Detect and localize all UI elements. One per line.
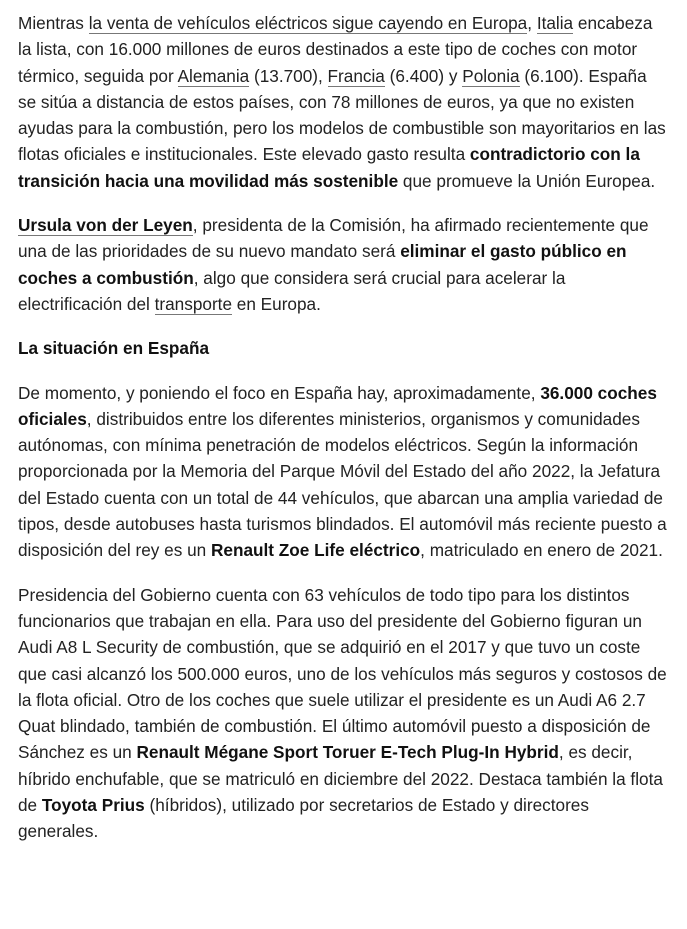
link-polonia[interactable]: Polonia — [462, 65, 520, 86]
bold-text: 36.000 coches oficiales — [18, 382, 657, 429]
text-span: encabeza la lista, con 16.000 millones de euros destinados a este tipo de coches con motor térmico, seguida por — [18, 13, 653, 86]
text-span: que promueve la Unión Europea. — [398, 170, 656, 191]
text-span: Mientras — [18, 13, 89, 33]
bold-text: Renault Mégane Sport Toruer E-Tech Plug-In Hybrid — [136, 742, 559, 763]
text-span: , — [527, 13, 537, 33]
text-span: Presidencia del Gobierno cuenta con 63 vehículos de todo tipo para los distintos funcionarios que trabajan en ella. Para uso del presidente del Gobierno figuran un Audi A8 L Security de combustión, que se adquirió en el 2017 y que tuvo un coste que casi alcanzó los 500.000 euros, uno de los vehículos más seguros y costosos de la flota oficial. Otro de los coches que suele utilizar el presidente es un Audi A6 2.7 Quat blindado, también de combustión. El último automóvil puesto a disposición de Sánchez es un — [18, 584, 667, 763]
link-italia[interactable]: Italia — [536, 13, 574, 33]
section-heading: La situación en España — [18, 338, 210, 359]
text-span: , matriculado en enero de 2021. — [420, 540, 663, 561]
bold-text: Toyota Prius — [41, 795, 145, 816]
link-alemania[interactable]: Alemania — [177, 65, 250, 86]
paragraph-ev-sales — [18, 10, 669, 194]
paragraph-presidencia-fleet — [18, 582, 669, 845]
text-span: (6.100). España se sitúa a distancia de estos países, con 78 millones de euros, ya que no existen ayudas para la combustión, pero los modelos de combustible son mayoritarios en las flotas oficiales e institucionales. Este elevado gasto resulta — [18, 65, 666, 165]
text-span: , presidenta de la Comisión, ha afirmado recientemente que una de las prioridades de su nuevo mandato será — [18, 215, 649, 262]
link-transporte[interactable]: transporte — [154, 293, 233, 314]
link-ursula-von-der-leyen[interactable]: Ursula von der Leyen — [18, 215, 193, 236]
text-span: (híbridos), utilizado por secretarios de Estado y directores generales. — [18, 795, 589, 842]
text-span: De momento, y poniendo el foco en España hay, aproximadamente, — [18, 382, 541, 403]
bold-text: contradictorio con la transición hacia una movilidad más sostenible — [18, 144, 640, 191]
text-span: (13.700), — [249, 65, 328, 86]
link-francia[interactable]: Francia — [327, 65, 385, 86]
bold-text: eliminar el gasto público en coches a combustión — [18, 241, 627, 288]
text-span: , es decir, híbrido enchufable, que se matriculó en diciembre del 2022. Destaca también la flota de — [18, 742, 663, 816]
text-span: (6.400) y — [384, 65, 463, 86]
link-ev-sales-falling[interactable]: la venta de vehículos eléctricos sigue cayendo en Europa — [88, 13, 528, 33]
paragraph-official-cars-spain — [18, 380, 669, 564]
text-span: en Europa. — [232, 293, 321, 314]
paragraph-von-der-leyen — [18, 212, 669, 317]
text-span: , distribuidos entre los diferentes ministerios, organismos y comunidades autónomas, con mínima penetración de modelos eléctricos. Según la información proporcionada por la Memoria del Parque Móvil del Estado del año 2022, la Jefatura del Estado cuenta con un total de 44 vehículos, que abarcan una amplia variedad de tipos, desde autobuses hasta turismos blindados. El automóvil más reciente puesto a disposición del rey es un — [18, 408, 667, 561]
text-span: , algo que considera será crucial para acelerar la electrificación del — [18, 267, 566, 314]
bold-text: Renault Zoe Life eléctrico — [211, 540, 421, 561]
